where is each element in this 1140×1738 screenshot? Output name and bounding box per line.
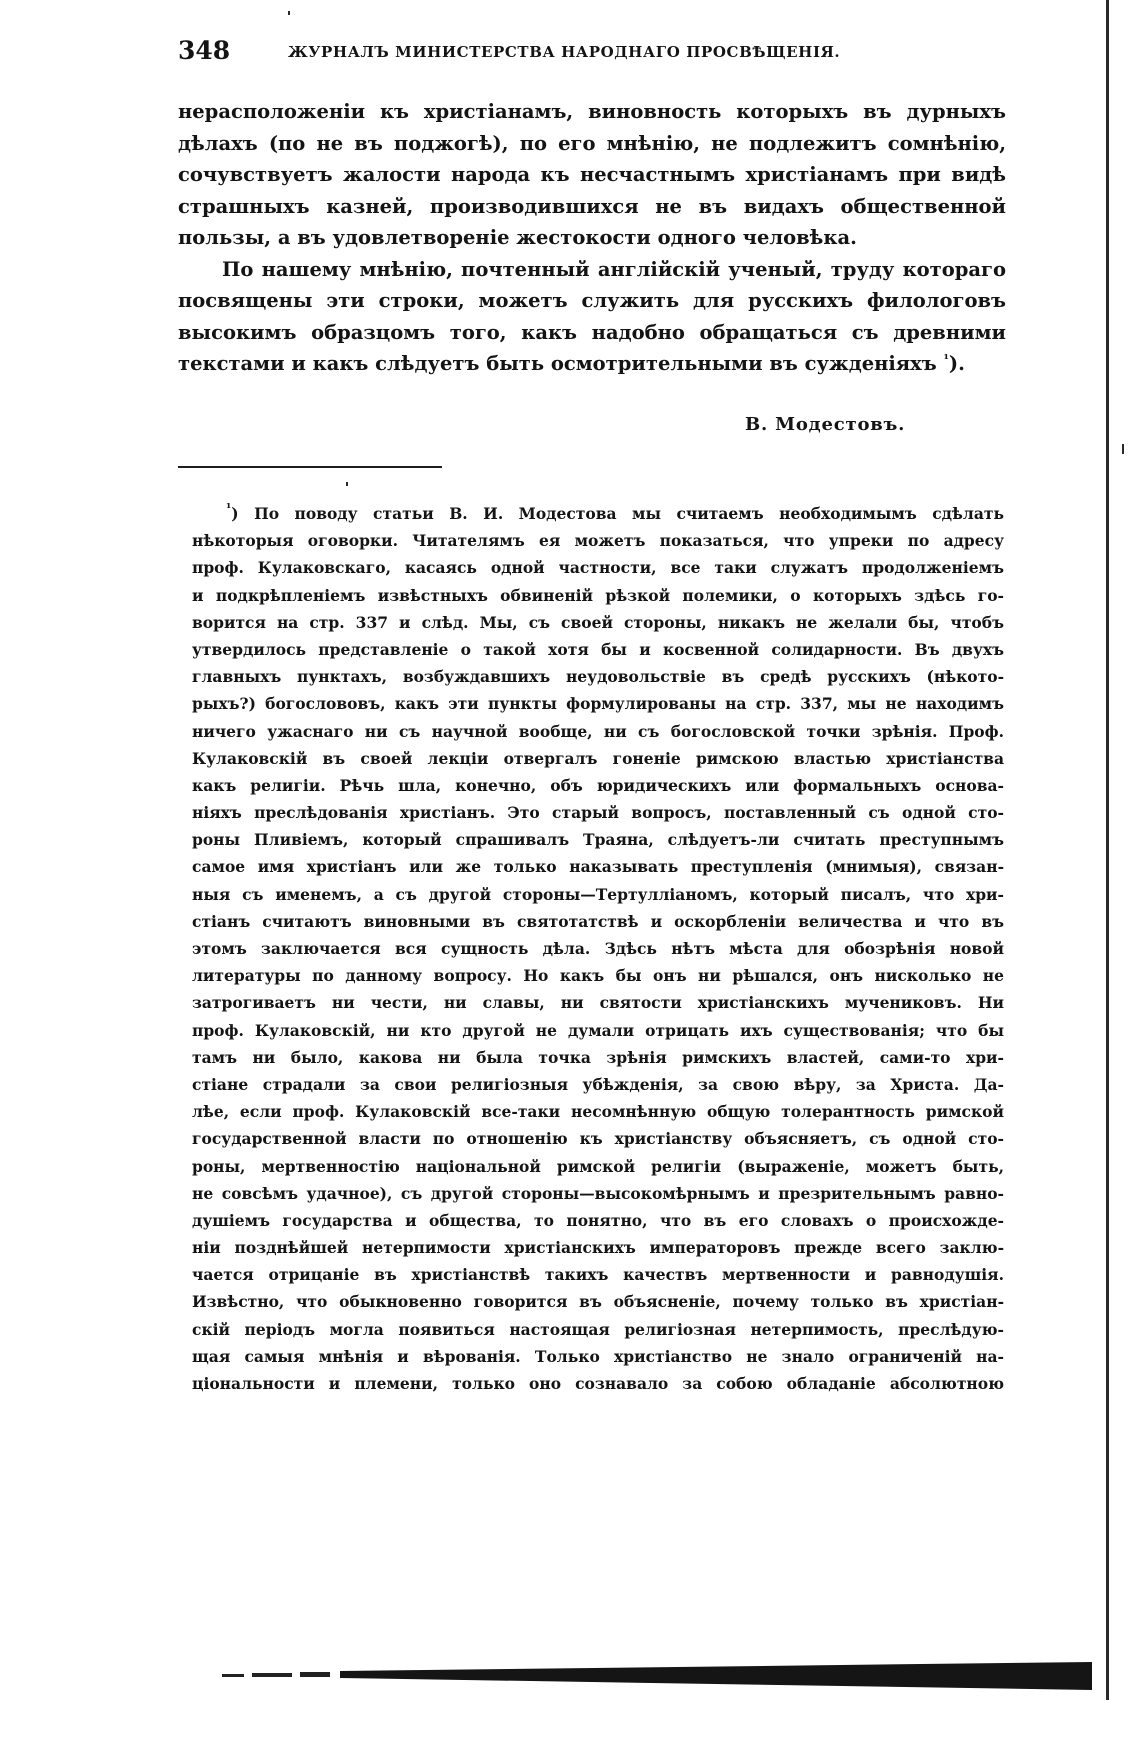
footnote-line: душіемъ государства и общества, то понятно, что въ его словахъ о происхожде- — [192, 1210, 1004, 1230]
footnote-line: и подкрѣпленіемъ извѣстныхъ обвиненій рѣзкой полемики, о которыхъ здѣсь го- — [192, 585, 1004, 605]
footnote-line: проф. Кулаковскій, ни кто другой не думали отрицать ихъ существованія; что бы — [192, 1020, 1004, 1040]
text-line-last — [178, 348, 1006, 380]
footnote-line: государственной власти по отношенію къ христіанству объясняетъ, съ одной сто- — [192, 1129, 1004, 1149]
footnote-line: скій періодъ могла появиться настоящая религіозная нетерпимость, преслѣдую- — [192, 1319, 1004, 1339]
footnote-line: не совсѣмъ удачное), съ другой стороны—высокомѣрнымъ и презрительнымъ равно- — [192, 1183, 1004, 1203]
main-text — [178, 96, 1006, 380]
footnote-marker: ¹ — [226, 501, 232, 515]
footnote-text: ) По поводу статьи В. И. Модестова мы считаемъ необходимымъ сдѣлать — [231, 504, 1004, 523]
footnote-line: стіане страдали за свои религіозныя убѣжденія, за свою вѣру, за Христа. Да- — [192, 1074, 1004, 1094]
wedge-shape — [340, 1662, 1092, 1690]
scan-speck — [1122, 444, 1124, 454]
footnote-line: проф. Кулаковскаго, касаясь одной частности, все таки служатъ продолженіемъ — [192, 558, 1004, 578]
text-line: сочувствуетъ жалости народа къ несчастнымъ христіанамъ при видѣ — [178, 163, 1006, 186]
footnote-line: ціональности и племени, только оно сознавало за собою обладаніе абсолютною — [192, 1374, 1004, 1393]
footnote-line: ніи позднѣйшей нетерпимости христіанскихъ императоровъ прежде всего заклю- — [192, 1238, 1004, 1258]
footnote-line: ніяхъ преслѣдованія христіанъ. Это старый вопросъ, поставленный съ одной сто- — [192, 803, 1004, 823]
running-title: ЖУРНАЛЪ МИНИСТЕРСТВА НАРОДНАГО ПРОСВѢЩЕНІЯ. — [288, 43, 841, 61]
scan-speck — [288, 11, 290, 15]
page-number: 348 — [178, 36, 231, 65]
wedge-dash — [222, 1674, 244, 1677]
text-line: страшныхъ казней, производившихся не въ видахъ общественной — [178, 194, 1006, 218]
text-line-content: текстами и какъ слѣдуетъ быть осмотрительными въ сужденіяхъ — [178, 352, 937, 375]
text-line: По нашему мнѣнію, почтенный англійскій ученый, труду котораго — [222, 257, 1006, 281]
footnote-line: стіанъ считаютъ виновными въ святотатствѣ и оскорбленіи величества и что въ — [192, 911, 1004, 931]
footnote-line: литературы по данному вопросу. Но какъ бы онъ ни рѣшался, онъ нисколько не — [192, 966, 1004, 986]
footnote-line: этомъ заключается вся сущность дѣла. Здѣсь нѣтъ мѣста для обозрѣнія новой — [192, 939, 1004, 958]
author-signature: В. Модестовъ. — [745, 414, 906, 435]
footnote — [192, 500, 1004, 1397]
scan-speck — [346, 482, 348, 486]
text-line: высокимъ образцомъ того, какъ надобно обращаться съ древними — [178, 320, 1006, 344]
text-line: дѣлахъ (по не въ поджогѣ), по его мнѣнію, не подлежитъ сомнѣнію, — [178, 131, 1006, 155]
text-line: посвящены эти строки, можетъ служить для русскихъ филологовъ — [178, 289, 1006, 312]
scan-bottom-wedge — [222, 1662, 1092, 1690]
text-line: нерасположеніи къ христіанамъ, виновность которыхъ въ дурныхъ — [178, 100, 1006, 123]
footnote-line: главныхъ пунктахъ, возбуждавшихъ неудовольствіе въ средѣ русскихъ (нѣкото- — [192, 667, 1004, 687]
wedge-dash — [252, 1673, 292, 1677]
footnote-line: чается отрицаніе въ христіанствѣ такихъ качествъ мертвенности и равнодушія. — [192, 1265, 1004, 1285]
footnote-line: Кулаковскій въ своей лекціи отвергалъ гоненіе римскою властью христіанства — [192, 748, 1004, 768]
footnote-line: ныя съ именемъ, а съ другой стороны—Тертулліаномъ, который писалъ, что хри- — [192, 884, 1004, 904]
footnote-line: роны Пливіемъ, который спрашивалъ Траяна, слѣдуетъ-ли считать преступнымъ — [192, 830, 1004, 850]
footnote-divider — [178, 466, 442, 468]
footnote-line: Извѣстно, что обыкновенно говорится въ объясненіе, почему только въ христіан- — [192, 1292, 1004, 1312]
wedge-graphic — [222, 1662, 1092, 1690]
footnote-line: лѣе, если проф. Кулаковскій все-таки несомнѣнную общую толерантность римской — [192, 1102, 1004, 1122]
footnote-line: какъ религіи. Рѣчь шла, конечно, объ юридическихъ или формальныхъ основа- — [192, 775, 1004, 795]
footnote-line: затрогиваетъ ни чести, ни славы, ни святости христіанскихъ мучениковъ. Ни — [192, 993, 1004, 1013]
footnote-line: ворится на стр. 337 и слѣд. Мы, съ своей стороны, никакъ не желали бы, чтобъ — [192, 612, 1004, 632]
footnote-line: самое имя христіанъ или же только наказывать преступленія (мнимыя), связан- — [192, 857, 1004, 877]
footnote-line: тамъ ни было, какова ни была точка зрѣнія римскихъ властей, сами-то хри- — [192, 1047, 1004, 1067]
closing-punctuation: ). — [948, 352, 965, 375]
footnote-line-first — [192, 500, 1004, 527]
page-header — [178, 36, 910, 76]
footnote-line: ничего ужаснаго ни съ научной вообще, ни съ богословской точки зрѣнія. Проф. — [192, 721, 1004, 741]
note-reference: ¹ — [943, 352, 949, 366]
footnote-line: рыхъ?) богослововъ, какъ эти пункты формулированы на стр. 337, мы не находимъ — [192, 694, 1004, 714]
wedge-dash — [300, 1672, 330, 1677]
text-line: пользы, а въ удовлетвореніе жестокости одного человѣка. — [178, 226, 857, 249]
footnote-line: роны, мертвенностію національной римской религіи (выраженіе, можетъ быть, — [192, 1156, 1004, 1176]
footnote-line: щая самыя мнѣнія и вѣрованія. Только христіанство не знало ограниченій на- — [192, 1346, 1004, 1366]
scan-edge-line — [1106, 0, 1109, 1700]
footnote-line: нѣкоторыя оговорки. Читателямъ ея можетъ показаться, что упреки по адресу — [192, 531, 1004, 551]
footnote-line: утвердилось представленіе о такой хотя бы и косвенной солидарности. Въ двухъ — [192, 639, 1004, 659]
